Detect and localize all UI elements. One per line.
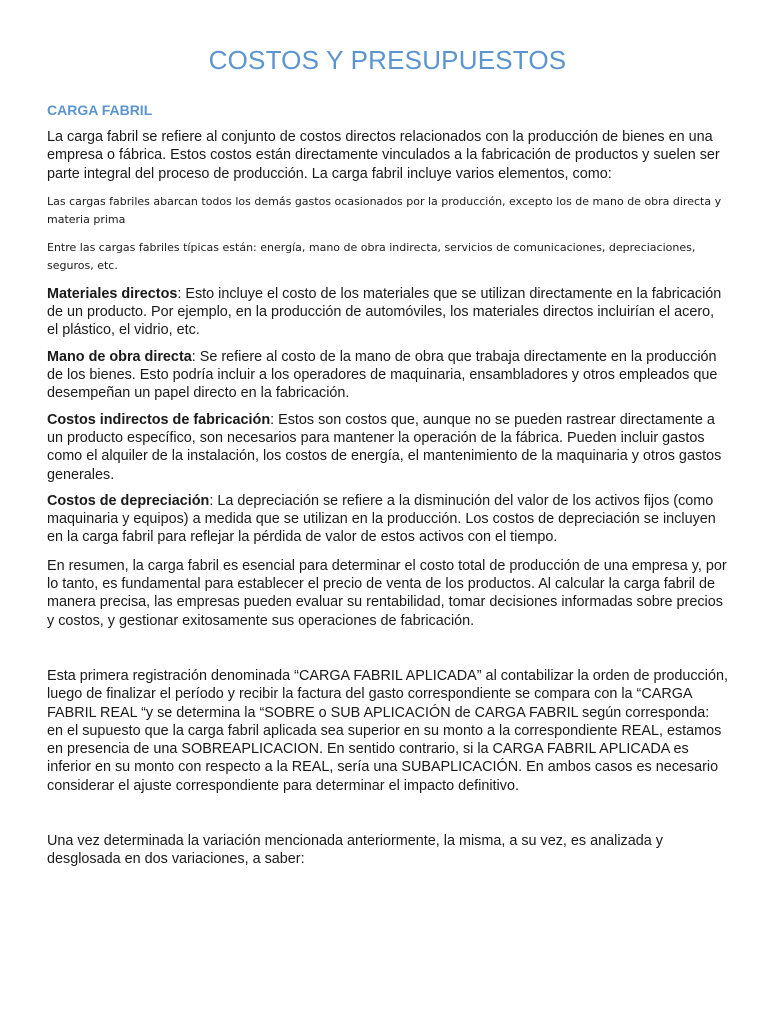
definition-text: : Esto incluye el costo de los materiales que se utilizan directamente en la fabricación de un producto. Por ejemplo, en la producción de automóviles, los materiales directos incluirían el acero, el plástico, el vidrio, etc.	[47, 285, 722, 339]
definition-term: Costos indirectos de fabricación	[47, 411, 271, 428]
definition-text: : La depreciación se refiere a la disminución del valor de los activos fijos (como maquinaria y equipos) a medida que se utilizan en la producción. Los costos de depreciación se incluyen en la carga fabril para reflejar la pérdida de valor de estos activos con el tiempo.	[47, 492, 716, 546]
definition-mano-de-obra-directa	[47, 348, 728, 403]
definition-text: : Se refiere al costo de la mano de obra que trabaja directamente en la producción de los bienes. Esto podría incluir a los operadores de maquinaria, ensambladores y otros empleados que desempeñan un papel directo en la fabricación.	[47, 348, 718, 402]
variation-paragraph: Una vez determinada la variación mencionada anteriormente, la misma, a su vez, es analizada y desglosada en dos variaciones, a saber:	[47, 833, 663, 868]
note-paragraph-1: Las cargas fabriles abarcan todos los demás gastos ocasionados por la producción, excepto los de mano de obra directa y materia prima	[47, 194, 722, 226]
definition-costos-indirectos	[47, 411, 728, 484]
definition-costos-depreciacion	[47, 492, 728, 547]
note-paragraph-2: Entre las cargas fabriles típicas están: energía, mano de obra indirecta, servicios de comunicaciones, depreciaciones, seguros, etc.	[47, 240, 696, 272]
definition-text: : Estos son costos que, aunque no se pueden rastrear directamente a un producto específico, son necesarios para mantener la operación de la fábrica. Pueden incluir gastos como el alquiler de la instalación, los costos de energía, el mantenimiento de la maquinaria y otros gastos generales.	[47, 411, 722, 483]
intro-paragraph: La carga fabril se refiere al conjunto de costos directos relacionados con la producción de bienes en una empresa o fábrica. Estos costos están directamente vinculados a la fabricación de productos y suelen ser parte integral del proceso de producción. La carga fabril incluye varios elementos, como:	[47, 129, 720, 182]
summary-paragraph: En resumen, la carga fabril es esencial para determinar el costo total de producción de una empresa y, por lo tanto, es fundamental para establecer el precio de venta de los productos. Al calcular la carga fabril de manera precisa, las empresas pueden evaluar su rentabilidad, tomar decisiones informadas sobre precios y costos, y gestionar exitosamente sus operaciones de fabricación.	[47, 557, 727, 629]
definition-term: Mano de obra directa	[47, 348, 192, 365]
document-title: COSTOS Y PRESUPUESTOS	[208, 45, 567, 75]
section-heading: CARGA FABRIL	[47, 102, 153, 118]
definition-term: Materiales directos	[47, 285, 178, 302]
definition-term: Costos de depreciación	[47, 492, 210, 509]
definition-materiales-directos	[47, 285, 728, 340]
registration-paragraph: Esta primera registración denominada “CARGA FABRIL APLICADA” al contabilizar la orden de producción, luego de finalizar el período y recibir la factura del gasto correspondiente se compara con la “CARGA FABRIL REAL “y se determina la “SOBRE o SUB APLICACIÓN de CARGA FABRIL según corresponda: en el supuesto que la carga fabril aplicada sea superior en su monto a la correspondiente REAL, estamos en presencia de una SOBREAPLICACION. En sentido contrario, si la CARGA FABRIL APLICADA es inferior en su monto con respecto a la REAL, sería una SUBAPLICACIÓN. En ambos casos es necesario considerar el ajuste correspondiente para determinar el impacto definitivo.	[47, 667, 728, 794]
